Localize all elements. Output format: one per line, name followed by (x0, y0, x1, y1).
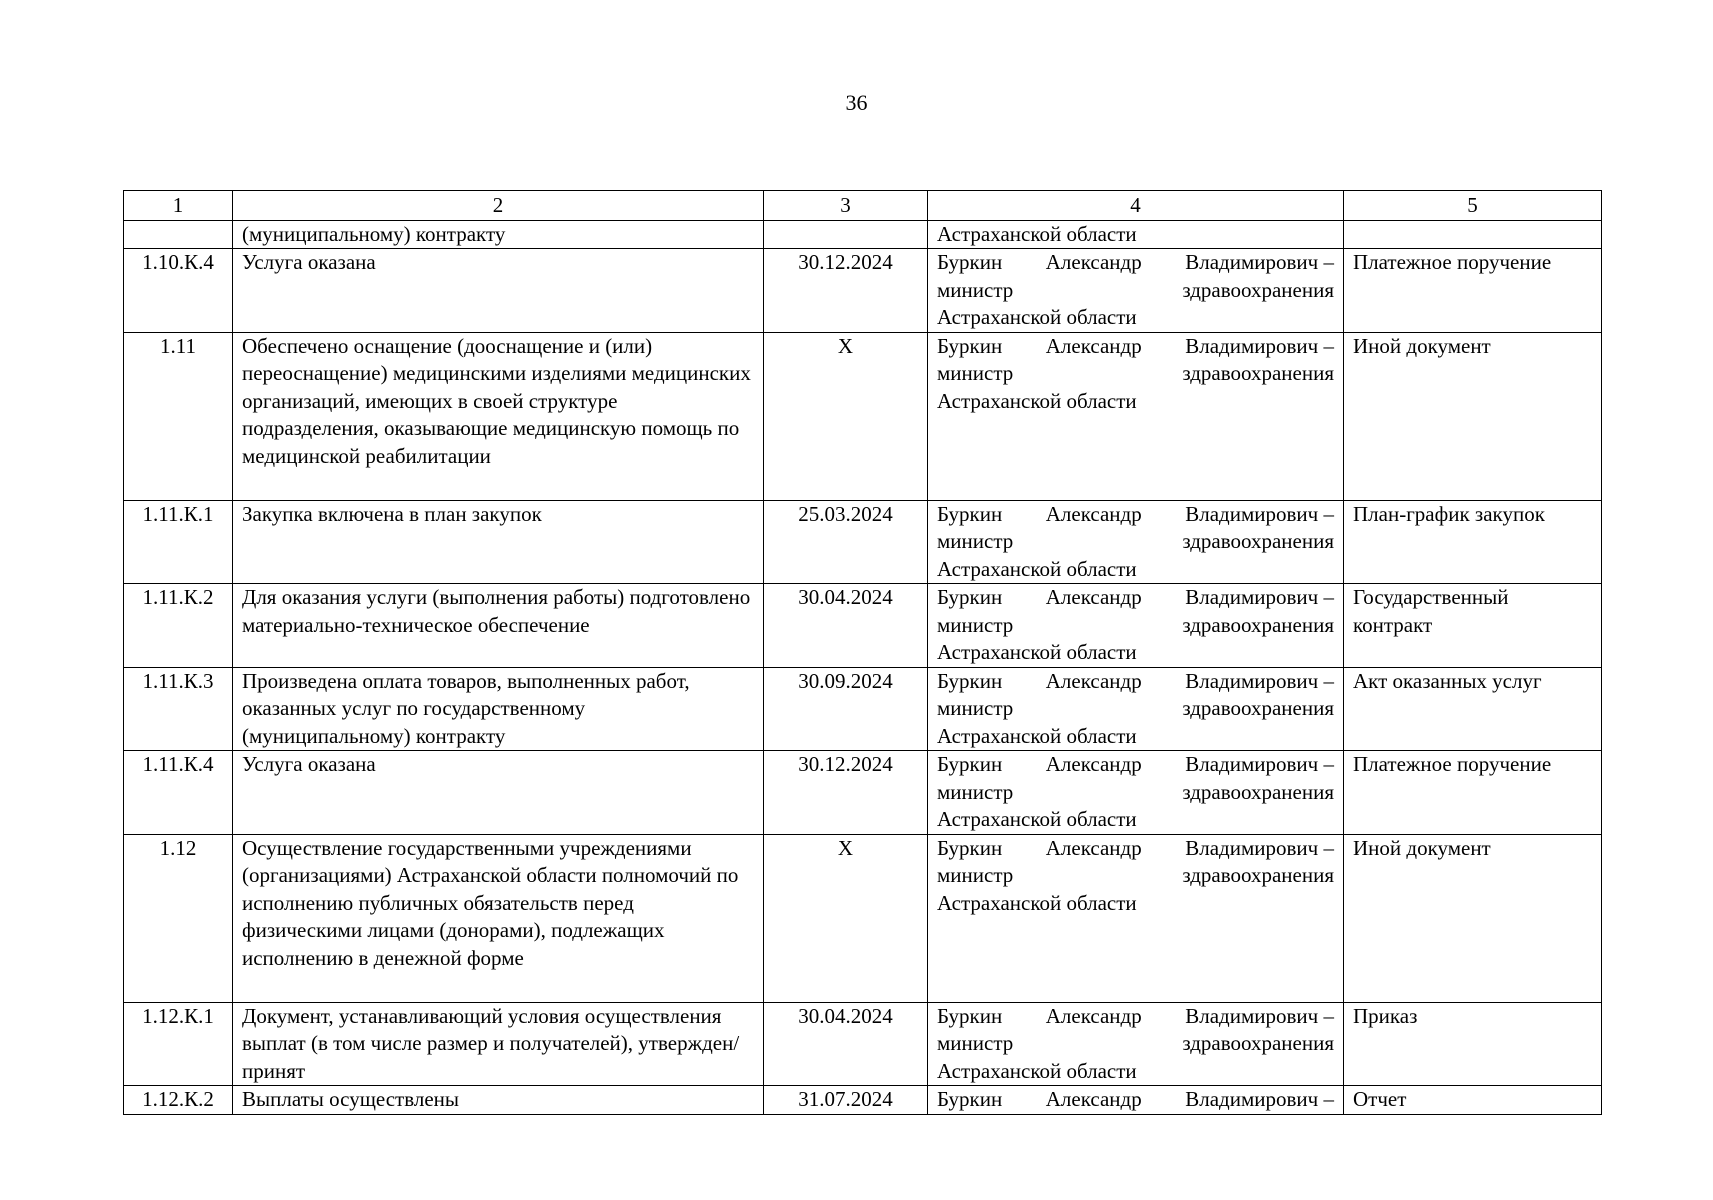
document-cell: План-график закупок (1344, 500, 1602, 584)
resp-surname: Буркин (937, 668, 1003, 693)
resp-firstname: Александр (1045, 250, 1142, 274)
responsible-cell (928, 834, 1344, 1002)
code-cell: 1.11 (124, 332, 233, 500)
table-row-continuation (124, 220, 1602, 249)
resp-surname: Буркин (937, 1003, 1003, 1028)
name-cell: Услуга оказана (233, 751, 764, 835)
resp-patronymic: Владимирович – (1185, 1087, 1334, 1111)
name-cell: Произведена оплата товаров, выполненных работ, оказанных услуг по государственному (муниципальному) контракту (233, 667, 764, 751)
resp-firstname: Александр (1045, 585, 1142, 609)
name-cell: Обеспечено оснащение (дооснащение и (или) переоснащение) медицинскими изделиями медицинских организаций, имеющих в своей структуре подразделения, оказывающие медицинскую помощь по медицинской реабилитации (233, 332, 764, 500)
resp-position: министр (937, 612, 1014, 637)
resp-patronymic: Владимирович – (1185, 501, 1334, 526)
resp-firstname: Александр (1045, 835, 1142, 860)
resp-position: министр (937, 529, 1014, 553)
code-cell: 1.10.К.4 (124, 249, 233, 333)
resp-region: Астраханской области (937, 305, 1137, 329)
resp-patronymic: Владимирович – (1185, 585, 1334, 609)
responsible-cell (928, 332, 1344, 500)
header-col-1: 1 (124, 191, 233, 221)
name-cell: Закупка включена в план закупок (233, 500, 764, 584)
resp-patronymic: Владимирович – (1185, 1003, 1334, 1028)
responsible-cell: Астраханской области (928, 220, 1344, 249)
resp-region: Астраханской области (937, 723, 1137, 748)
responsible-cell (928, 249, 1344, 333)
code-cell: 1.11.К.2 (124, 584, 233, 668)
resp-patronymic: Владимирович – (1185, 333, 1334, 358)
resp-surname: Буркин (937, 1087, 1003, 1111)
document-cell: Акт оказанных услуг (1344, 667, 1602, 751)
resp-department: здравоохранения (1182, 277, 1334, 302)
code-cell: 1.11.К.4 (124, 751, 233, 835)
resp-surname: Буркин (937, 333, 1003, 358)
resp-firstname: Александр (1045, 501, 1142, 526)
header-col-2: 2 (233, 191, 764, 221)
responsible-cell (928, 1086, 1344, 1115)
resp-region: Астраханской области (937, 890, 1137, 915)
resp-patronymic: Владимирович – (1185, 668, 1334, 693)
table-row (124, 584, 1602, 668)
document-cell: Иной документ (1344, 834, 1602, 1002)
code-cell: 1.11.К.3 (124, 667, 233, 751)
table-row (124, 1086, 1602, 1115)
code-cell: 1.12 (124, 834, 233, 1002)
resp-department: здравоохранения (1182, 529, 1334, 553)
table-row (124, 751, 1602, 835)
date-cell: 30.12.2024 (764, 751, 928, 835)
resp-region: Астраханской области (937, 807, 1137, 831)
responsible-cell (928, 584, 1344, 668)
date-cell: 30.04.2024 (764, 584, 928, 668)
name-cell: Выплаты осуществлены (233, 1086, 764, 1115)
responsible-cell (928, 1002, 1344, 1086)
resp-patronymic: Владимирович – (1185, 752, 1334, 776)
document-cell: Платежное поручение (1344, 249, 1602, 333)
resp-patronymic: Владимирович – (1185, 250, 1334, 274)
document-cell: Государственный контракт (1344, 584, 1602, 668)
table-row (124, 249, 1602, 333)
header-col-3: 3 (764, 191, 928, 221)
table-row (124, 1002, 1602, 1086)
resp-firstname: Александр (1045, 668, 1142, 693)
name-cell: (муниципальному) контракту (233, 220, 764, 249)
date-cell: 30.09.2024 (764, 667, 928, 751)
resp-surname: Буркин (937, 501, 1003, 526)
resp-department: здравоохранения (1182, 612, 1334, 637)
date-cell: 25.03.2024 (764, 500, 928, 584)
resp-position: министр (937, 1031, 1014, 1055)
date-cell: 30.12.2024 (764, 249, 928, 333)
responsible-cell (928, 667, 1344, 751)
document-cell: Приказ (1344, 1002, 1602, 1086)
responsible-cell (928, 500, 1344, 584)
resp-department: здравоохранения (1182, 696, 1334, 720)
code-cell: 1.11.К.1 (124, 500, 233, 584)
resp-firstname: Александр (1045, 333, 1142, 358)
resp-surname: Буркин (937, 585, 1003, 609)
table-row (124, 500, 1602, 584)
table-row (124, 834, 1602, 1002)
resp-department: здравоохранения (1182, 863, 1334, 887)
resp-department: здравоохранения (1182, 1031, 1334, 1055)
resp-department: здравоохранения (1182, 779, 1334, 804)
resp-region: Астраханской области (937, 640, 1137, 664)
document-cell (1344, 220, 1602, 249)
resp-position: министр (937, 277, 1014, 302)
code-cell (124, 220, 233, 249)
plan-table (123, 190, 1602, 1115)
name-cell: Осуществление государственными учреждениями (организациями) Астраханской области полномочий по исполнению публичных обязательств перед физическими лицами (донорами), подлежащих исполнению в денежной форме (233, 834, 764, 1002)
date-cell (764, 220, 928, 249)
resp-position: министр (937, 696, 1014, 720)
resp-firstname: Александр (1045, 1003, 1142, 1028)
header-row (124, 191, 1602, 221)
resp-region: Астраханской области (937, 388, 1137, 413)
document-cell: Иной документ (1344, 332, 1602, 500)
resp-firstname: Александр (1045, 752, 1142, 776)
date-cell: Х (764, 332, 928, 500)
page-number: 36 (845, 90, 868, 115)
table-row (124, 332, 1602, 500)
date-cell: Х (764, 834, 928, 1002)
resp-position: министр (937, 361, 1014, 385)
resp-position: министр (937, 863, 1014, 887)
resp-firstname: Александр (1045, 1087, 1142, 1111)
date-cell: 30.04.2024 (764, 1002, 928, 1086)
responsible-cell (928, 751, 1344, 835)
name-cell: Документ, устанавливающий условия осуществления выплат (в том числе размер и получателей), утвержден/принят (233, 1002, 764, 1086)
header-col-5: 5 (1344, 191, 1602, 221)
resp-surname: Буркин (937, 752, 1003, 776)
name-cell: Для оказания услуги (выполнения работы) подготовлено материально-техническое обеспечение (233, 584, 764, 668)
name-cell: Услуга оказана (233, 249, 764, 333)
resp-patronymic: Владимирович – (1185, 835, 1334, 860)
document-cell: Отчет (1344, 1086, 1602, 1115)
resp-surname: Буркин (937, 835, 1003, 860)
resp-department: здравоохранения (1182, 361, 1334, 385)
code-cell: 1.12.К.1 (124, 1002, 233, 1086)
table-row (124, 667, 1602, 751)
resp-position: министр (937, 779, 1014, 804)
resp-region: Астраханской области (937, 556, 1137, 581)
code-cell: 1.12.К.2 (124, 1086, 233, 1115)
resp-surname: Буркин (937, 250, 1003, 274)
header-col-4: 4 (928, 191, 1344, 221)
date-cell: 31.07.2024 (764, 1086, 928, 1115)
document-cell: Платежное поручение (1344, 751, 1602, 835)
resp-region: Астраханской области (937, 1058, 1137, 1083)
